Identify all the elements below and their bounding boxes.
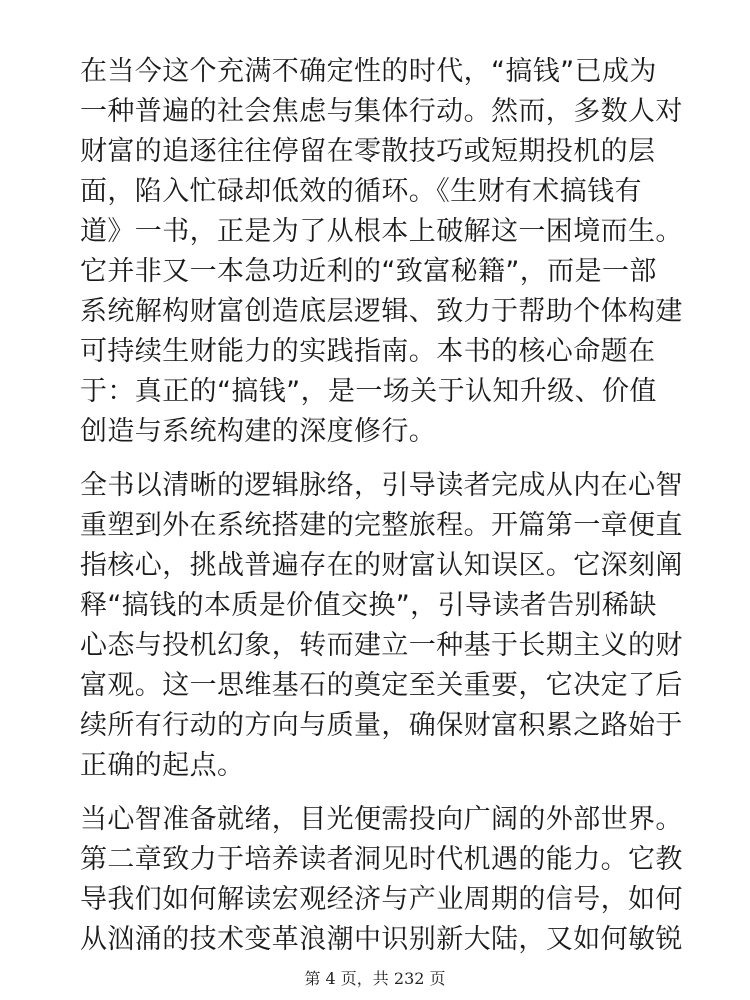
page-number-footer: 第 4 页，共 232 页 — [304, 969, 446, 988]
text-line: 续所有行动的方向与质量，确保财富积累之路始于 — [80, 710, 683, 741]
text-line: 当心智准备就绪，目光便需投向广阔的外部世界。 — [80, 804, 683, 835]
text-line: 财富的追逐往往停留在零散技巧或短期投机的层 — [80, 136, 656, 167]
text-line: 导我们如何解读宏观经济与产业周期的信号，如何 — [80, 884, 683, 915]
text-line: 从汹涌的技术变革浪潮中识别新大陆，又如何敏锐 — [80, 924, 683, 955]
text-line: 于：真正的“搞钱”，是一场关于认知升级、价值 — [80, 376, 657, 407]
text-line: 面，陷入忙碌却低效的循环。《生财有术搞钱有 — [80, 176, 642, 207]
text-line: 创造与系统构建的深度修行。 — [80, 416, 437, 447]
text-line: 正确的起点。 — [80, 750, 245, 781]
text-line: 道》一书，正是为了从根本上破解这一困境而生。 — [80, 216, 683, 247]
text-line: 它并非又一本急功近利的“致富秘籍”，而是一部 — [80, 256, 657, 287]
text-line: 可持续生财能力的实践指南。本书的核心命题在 — [80, 336, 656, 367]
text-line: 富观。这一思维基石的奠定至关重要，它决定了后 — [80, 670, 683, 701]
text-line: 系统解构财富创造底层逻辑、致力于帮助个体构建 — [80, 296, 683, 327]
text-line: 一种普遍的社会焦虑与集体行动。然而，多数人对 — [80, 96, 683, 127]
text-line: 在当今这个充满不确定性的时代，“搞钱”已成为 — [80, 56, 657, 87]
document-body — [80, 52, 683, 974]
text-line: 指核心，挑战普遍存在的财富认知误区。它深刻阐 — [80, 550, 683, 581]
paragraph-1 — [80, 52, 683, 452]
paragraph-3 — [80, 800, 683, 960]
text-line: 重塑到外在系统搭建的完整旅程。开篇第一章便直 — [80, 510, 683, 541]
text-line: 全书以清晰的逻辑脉络，引导读者完成从内在心智 — [80, 470, 683, 501]
text-line: 第二章致力于培养读者洞见时代机遇的能力。它教 — [80, 844, 683, 875]
paragraph-2 — [80, 466, 683, 786]
text-line: 释“搞钱的本质是价值交换”，引导读者告别稀缺 — [80, 590, 657, 621]
text-line: 心态与投机幻象，转而建立一种基于长期主义的财 — [80, 630, 683, 661]
